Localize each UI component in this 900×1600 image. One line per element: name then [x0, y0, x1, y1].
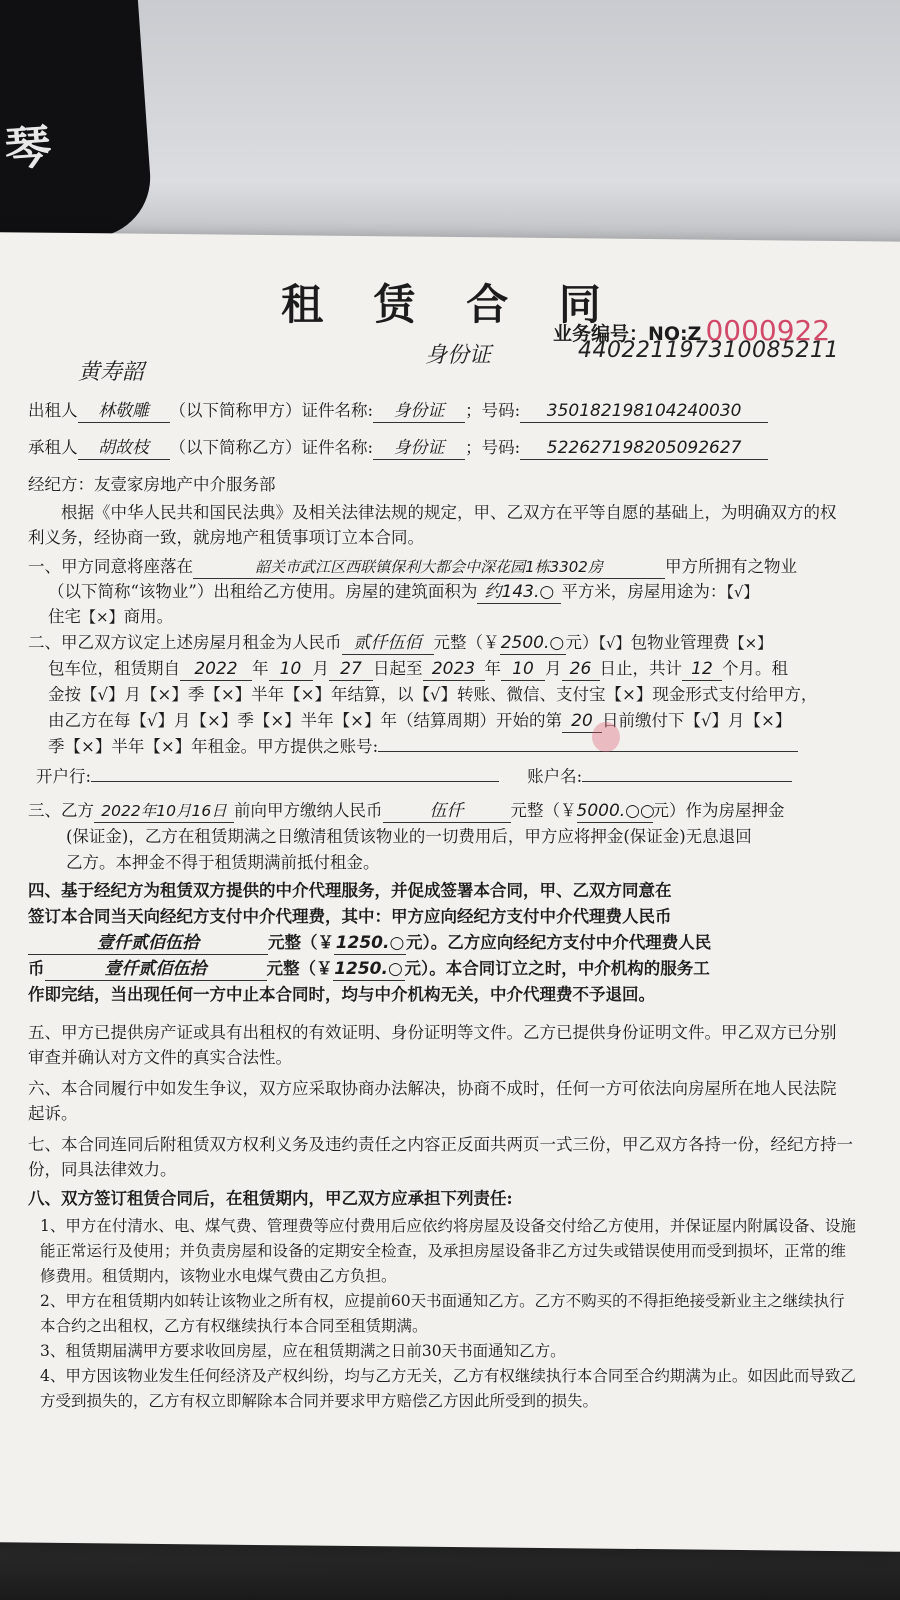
clause2-l1a: 二、甲乙双方议定上述房屋月租金为人民币	[28, 633, 342, 652]
clause2-l1b: 元整（￥	[433, 633, 500, 652]
clause2-l3b: 【√】月【×】季【×】半年【×】年结算，以【√】转账、微信、支付宝【×】现金形式支付给甲方，	[81, 685, 818, 704]
lessee-id-type: 身份证	[373, 437, 465, 460]
clause4-tail-b: 元）。本合同订立之时，中介机构的服务工	[404, 959, 710, 978]
clause2-l2b: 年	[252, 659, 269, 678]
clause4-line5: 作即完结，当出现任何一方中止本合同时，均与中介机构无关，中介代理费不予退回。	[28, 985, 655, 1004]
lessor-num-label: ；号码:	[465, 401, 521, 420]
clause2-line4	[48, 710, 791, 733]
residential-check: 【√】	[726, 583, 759, 601]
property-area: 约143.○	[477, 581, 561, 604]
clause4-currency: 币	[28, 959, 45, 978]
clause5: 五、甲方已提供房产证或具有出租权的有效证明、身份证明等文件。乙方已提供身份证明文件。甲乙双方已分别审查并确认对方文件的真实合法性。	[28, 1023, 837, 1067]
rent-words: 贰仟伍佰	[342, 632, 434, 655]
parking-check: 【×】	[729, 634, 773, 652]
property-address: 韶关市武江区西联镇保利大都会中深花园1栋3302房	[193, 556, 665, 579]
end-day: 26	[562, 658, 600, 681]
clause2-l2h: 个月。租	[722, 659, 788, 678]
clause2-l2f: 月	[545, 659, 562, 678]
lease-months: 12	[682, 658, 722, 681]
clause4-line3	[28, 932, 711, 955]
clause8-item-1: 1、甲方在付清水、电、煤气费、管理费等应付费用后应依约将房屋及设备交付给乙方使用，并保证屋内附属设备、设施能正常运行及使用；并负责房屋和设备的定期安全检查，及承担房屋设备非乙方过失或错误使用而受到损坏，正常的维修费用。租赁期内，该物业水电煤气费由乙方负担。	[40, 1217, 856, 1285]
lessee-line	[28, 437, 768, 460]
intro-paragraph: 根据《中华人民共和国民法典》及相关法律法规的规定，甲、乙双方在平等自愿的基础上，为明确双方的权利义务，经协商一致，就房地产租赁事项订立本合同。	[28, 503, 837, 547]
landlord-fee-amount: 1250.○	[335, 933, 405, 953]
clause1-line2b: 平方米，房屋用途为：	[561, 582, 727, 601]
clause3-d: 元）作为房屋押金	[652, 801, 785, 820]
handwritten-id-type: 身份证	[425, 343, 492, 368]
account-name-blank	[582, 781, 792, 782]
lessor-line	[28, 400, 768, 423]
bank-blank	[91, 781, 499, 782]
lessor-id-number: 350182198104240030	[520, 400, 768, 423]
contract-title: 租 赁 合 同	[281, 280, 619, 329]
account-label: 账户名:	[527, 767, 583, 786]
clause8-title: 八、双方签订租赁合同后，在租赁期内，甲乙双方应承担下列责任:	[28, 1189, 513, 1208]
clause1-line2a: （以下简称“该物业”）出租给乙方使用。房屋的建筑面积为	[48, 582, 478, 601]
deposit-date: 2022年10月16日	[94, 800, 234, 823]
clause4-line4	[28, 958, 710, 981]
clause2-line1	[28, 632, 772, 655]
lessee-id-number: 522627198205092627	[520, 437, 768, 460]
lessee-name: 胡故枝	[78, 437, 170, 460]
start-day: 27	[329, 658, 373, 681]
lessee-abbr: （以下简称乙方）证件名称:	[169, 438, 374, 457]
tenant-fee-words: 壹仟贰佰伍拾	[45, 958, 267, 981]
lessee-num-label: ；号码:	[465, 438, 521, 457]
clause2-l2d: 日起至	[373, 659, 423, 678]
clause2-line5	[48, 736, 798, 758]
account-number-blank	[378, 751, 798, 752]
clause2-l2a: 包车位，租赁期自	[48, 659, 180, 678]
clause3-line2: (保证金)，乙方在租赁期满之日缴清租赁该物业的一切费用后，甲方应将押金(保证金)无息退回	[66, 827, 752, 846]
lessor-name: 林敬雕	[78, 400, 170, 423]
clause2-line3	[48, 684, 817, 706]
clause2-l5: 季【×】半年【×】年租金。甲方提供之账号:	[48, 737, 379, 756]
clause3-b: 前向甲方缴纳人民币	[234, 801, 383, 820]
lessor-abbr: （以下简称甲方）证件名称:	[169, 401, 374, 420]
clause4-tail-a: 元）。乙方应向经纪方支付中介代理费人民	[406, 933, 712, 952]
bank-label: 开户行:	[36, 767, 92, 786]
clause2-l3a: 金按	[48, 685, 81, 704]
clause2-l2g: 日止，共计	[599, 659, 682, 678]
red-stamp-mark	[592, 722, 620, 752]
residential-label: 住宅	[48, 607, 81, 626]
clause2-l4b: 日前缴付下【√】月【×】	[602, 711, 792, 730]
clause4-mid-b: 元整（￥	[266, 959, 333, 978]
clause4-line1: 四、基于经纪方为租赁双方提供的中介代理服务，并促成签署本合同，甲、乙双方同意在	[28, 881, 672, 900]
tenant-fee-amount: 1250.○	[334, 959, 403, 979]
pay-day: 20	[562, 710, 602, 733]
agent-line: 经纪方：友壹家房地产中介服务部	[28, 475, 276, 494]
start-year: 2022	[180, 658, 252, 681]
clause2-l1c: 元）	[565, 633, 599, 652]
device-text: 琴	[3, 119, 53, 177]
handwritten-name: 黄寿韶	[78, 360, 145, 385]
start-month: 10	[269, 658, 313, 681]
commercial-check: 【×】	[81, 608, 124, 626]
clause2-l2c: 月	[312, 659, 329, 678]
clause4-mid-a: 元整（￥	[268, 933, 334, 952]
landlord-fee-words: 壹仟贰佰伍拾	[28, 932, 268, 955]
clause2-l2e: 年	[484, 659, 501, 678]
clause1-prefix: 一、甲方同意将座落在	[28, 557, 193, 576]
rent-amount: 2500.○	[500, 633, 565, 653]
clause4-line2: 签订本合同当天向经纪方支付中介代理费，其中：甲方应向经纪方支付中介代理费人民币	[28, 907, 672, 926]
clause1-suffix: 甲方所拥有之物业	[665, 557, 797, 576]
clause2-line2	[48, 658, 788, 681]
end-month: 10	[501, 658, 545, 681]
lessor-label: 出租人	[28, 401, 78, 420]
clause7: 七、本合同连同后附租赁双方权利义务及违约责任之内容正反面共两页一式三份，甲乙双方各持一份，经纪方持一份，同具法律效力。	[28, 1135, 853, 1179]
handwritten-id-number: 440221197310085211	[578, 338, 839, 363]
clause2-l4a: 由乙方在每【√】月【×】季【×】半年【×】年（结算周期）开始的第	[48, 711, 562, 730]
end-year: 2023	[423, 658, 485, 681]
serial-value: 0000922	[705, 314, 831, 347]
clause8-item-4: 4、甲方因该物业发生任何经济及产权纠纷，均与乙方无关，乙方有权继续执行本合同至合约期满为止。如因此而导致乙方受到损失的，乙方有权立即解除本合同并要求甲方赔偿乙方因此所受到的损失。	[40, 1367, 856, 1410]
clause1-line1	[28, 556, 797, 579]
clause1-line3	[48, 606, 173, 628]
deposit-amount: 5000.○○	[576, 801, 655, 821]
mgmt-fee-check: 【√】	[598, 634, 631, 652]
clause3-c: 元整（￥	[510, 801, 577, 820]
clause3-a: 三、乙方	[28, 801, 94, 820]
lessor-id-type: 身份证	[373, 400, 465, 423]
clause3-line3: 乙方。本押金不得于租赁期满前抵付租金。	[66, 853, 380, 872]
clause2-l1d: 包物业管理费	[630, 633, 730, 652]
clause3-line1	[28, 800, 785, 823]
clause8-item-2: 2、甲方在租赁期内如转让该物业之所有权，应提前60天书面通知乙方。乙方不购买的不得拒绝接受新业主之继续执行本合约之出租权，乙方有权继续执行本合同至租赁期满。	[40, 1292, 845, 1335]
clause6: 六、本合同履行中如发生争议，双方应采取协商办法解决，协商不成时，任何一方可依法向房屋所在地人民法院起诉。	[28, 1079, 837, 1123]
clause8-item-3: 3、租赁期届满甲方要求收回房屋，应在租赁期满之日前30天书面通知乙方。	[40, 1342, 566, 1360]
lessee-label: 承租人	[28, 438, 78, 457]
bank-line	[36, 766, 792, 788]
deposit-words: 伍仟	[383, 800, 511, 823]
serial-label: 业务编号：NO:Z	[553, 323, 702, 345]
clause1-line2	[48, 581, 758, 604]
commercial-label: 商用。	[123, 607, 174, 626]
